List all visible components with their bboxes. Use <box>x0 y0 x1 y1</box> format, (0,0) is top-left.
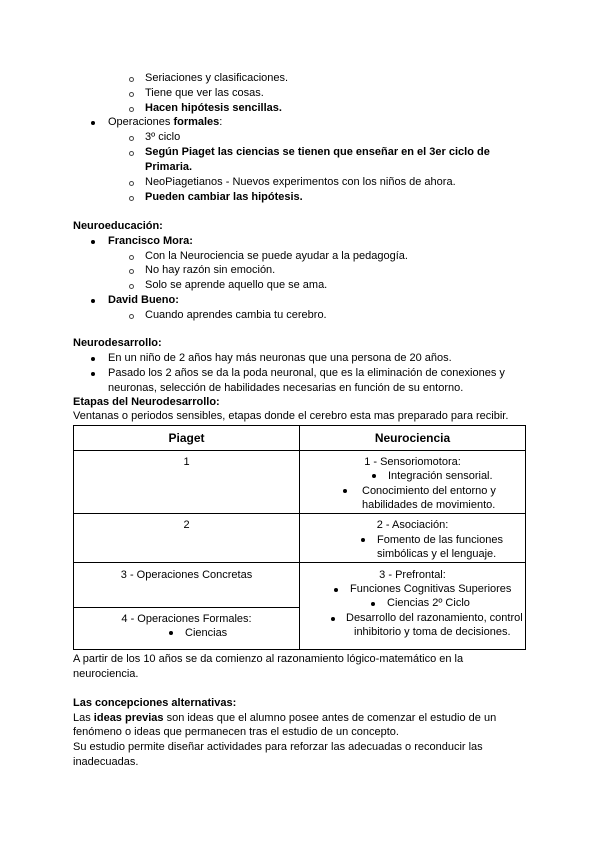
paragraph-line: A partir de los 10 años se da comienzo al razonamiento lógico-matemático en la <box>73 653 464 665</box>
bullet-icon <box>372 474 376 478</box>
list-item-continuation: neuronas, selección de habilidades necesarias en función de su entorno. <box>108 382 464 394</box>
hollow-bullet-icon <box>129 77 134 82</box>
table-cell-point: Ciencias <box>185 627 228 639</box>
row-divider <box>74 450 525 451</box>
table-cell-point-continuation: inhibitorio y toma de decisiones. <box>354 626 511 638</box>
table-cell-neuro-title: 3 - Prefrontal: <box>379 569 446 581</box>
table-cell-point: Funciones Cognitivas Superiores <box>350 583 512 595</box>
hollow-bullet-icon <box>129 92 134 97</box>
list-item: No hay razón sin emoción. <box>145 264 276 276</box>
list-item-formales <box>108 115 222 130</box>
stages-table <box>73 425 526 650</box>
label-bold: formales <box>173 116 220 128</box>
etapas-intro: Ventanas o periodos sensibles, etapas donde el cerebro esta mas preparado para recibir. <box>73 410 509 422</box>
table-cell-point: Fomento de las funciones <box>377 534 503 546</box>
section-heading-etapas: Etapas del Neurodesarrollo: <box>73 396 220 408</box>
bullet-icon <box>91 240 95 244</box>
table-cell-piaget: 3 - Operaciones Concretas <box>120 569 253 581</box>
text-suffix: son ideas que el alumno posee antes de comenzar el estudio de un <box>163 712 497 724</box>
hollow-bullet-icon <box>129 181 134 186</box>
text-bold: ideas previas <box>93 712 164 724</box>
list-item: Cuando aprendes cambia tu cerebro. <box>145 309 327 321</box>
list-item: Seriaciones y clasificaciones. <box>145 72 289 84</box>
hollow-bullet-icon <box>129 314 134 319</box>
table-cell-point: Desarrollo del razonamiento, control <box>346 612 523 624</box>
section-heading-neurodesarrollo: Neurodesarrollo: <box>73 337 162 349</box>
bullet-icon <box>334 588 338 592</box>
hollow-bullet-icon <box>129 151 134 156</box>
list-item: Según Piaget las ciencias se tienen que enseñar en el 3er ciclo de <box>145 146 490 158</box>
bullet-icon <box>91 357 95 361</box>
hollow-bullet-icon <box>129 284 134 289</box>
bullet-icon <box>371 602 375 606</box>
label-suffix: : <box>219 116 223 128</box>
list-item: Solo se aprende aquello que se ama. <box>145 279 328 291</box>
bullet-icon <box>169 631 173 635</box>
column-header-piaget: Piaget <box>168 431 205 445</box>
bullet-icon <box>331 617 335 621</box>
text-prefix: Las <box>73 712 94 724</box>
bullet-icon <box>91 299 95 303</box>
column-header-neurociencia: Neurociencia <box>374 431 451 445</box>
hollow-bullet-icon <box>129 107 134 112</box>
row-divider <box>74 562 525 563</box>
bullet-icon <box>91 372 95 376</box>
list-item: En un niño de 2 años hay más neuronas que una persona de 20 años. <box>108 352 452 364</box>
table-cell-point-continuation: simbólicas y el lenguaje. <box>377 548 497 560</box>
list-item: Con la Neurociencia se puede ayudar a la pedagogía. <box>145 250 408 262</box>
author-name: Francisco Mora: <box>108 235 193 247</box>
list-item: Hacen hipótesis sencillas. <box>145 102 282 114</box>
paragraph-line: fenómeno o ideas que permanecen tras el estudio de un concepto. <box>73 726 399 738</box>
author-name: David Bueno: <box>108 294 179 306</box>
hollow-bullet-icon <box>129 269 134 274</box>
paragraph-line: Su estudio permite diseñar actividades para reforzar las adecuadas o reconducir las <box>73 741 483 753</box>
bullet-icon <box>361 538 365 542</box>
table-cell-point: Integración sensorial. <box>388 470 493 482</box>
hollow-bullet-icon <box>129 196 134 201</box>
hollow-bullet-icon <box>129 255 134 260</box>
table-cell-piaget: 1 <box>183 456 190 468</box>
list-item: Pueden cambiar las hipótesis. <box>145 191 303 203</box>
list-item: 3º ciclo <box>145 131 181 143</box>
row-divider <box>74 513 525 514</box>
section-heading-neuroeducacion: Neuroeducación: <box>73 220 163 232</box>
table-cell-piaget: 2 <box>183 519 190 531</box>
table-cell-piaget: 4 - Operaciones Formales: <box>121 613 252 625</box>
table-cell-point-continuation: habilidades de movimiento. <box>362 499 496 511</box>
list-item: NeoPiagetianos - Nuevos experimentos con los niños de ahora. <box>145 176 456 188</box>
table-cell-point: Ciencias 2º Ciclo <box>387 597 470 609</box>
label-prefix: Operaciones <box>108 116 174 128</box>
table-cell-neuro-title: 2 - Asociación: <box>376 519 449 531</box>
row-divider <box>74 607 299 608</box>
paragraph-line: neurociencia. <box>73 668 139 680</box>
list-item: Pasado los 2 años se da la poda neuronal, que es la eliminación de conexiones y <box>108 367 505 379</box>
list-item-continuation: Primaria. <box>145 161 193 173</box>
section-heading-concepciones: Las concepciones alternativas: <box>73 697 237 709</box>
table-cell-point: Conocimiento del entorno y <box>362 485 496 497</box>
table-cell-neuro-title: 1 - Sensoriomotora: <box>364 456 461 468</box>
paragraph-line <box>73 711 496 726</box>
bullet-icon <box>91 121 95 125</box>
paragraph-line: inadecuadas. <box>73 756 139 768</box>
hollow-bullet-icon <box>129 136 134 141</box>
bullet-icon <box>343 489 347 493</box>
list-item: Tiene que ver las cosas. <box>145 87 264 99</box>
